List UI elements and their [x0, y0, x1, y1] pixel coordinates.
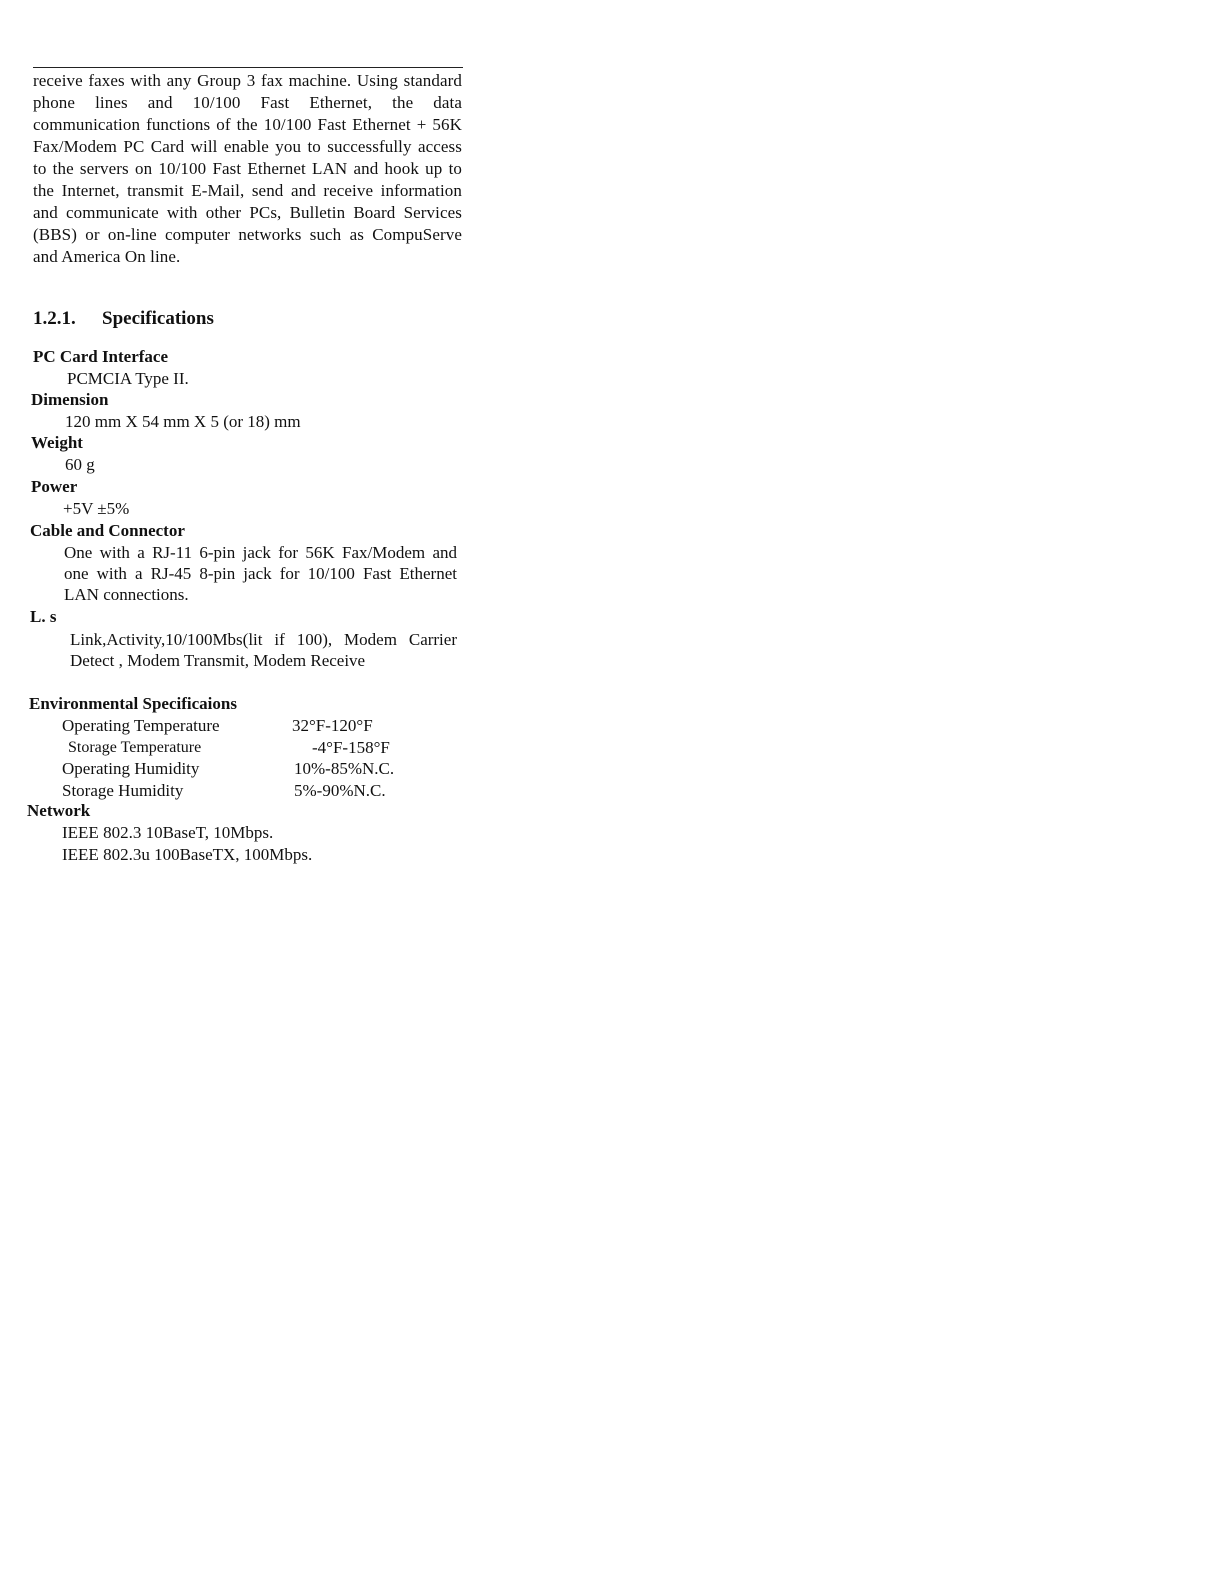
env-row-operating-temperature: [62, 715, 220, 736]
network-item: IEEE 802.3 10BaseT, 10Mbps.: [62, 823, 274, 842]
spec-value-leds: Link,Activity,10/100Mbs(lit if 100), Modem Carrier Detect , Modem Transmit, Modem Receive: [70, 630, 457, 670]
section-heading: [33, 308, 214, 330]
spec-value-weight: 60 g: [65, 455, 95, 474]
section-number: 1.2.1.: [33, 308, 76, 329]
spec-label-environmental: Environmental Specificaions: [29, 694, 237, 713]
spec-label-dimension: Dimension: [31, 390, 109, 409]
spec-value-power: +5V ±5%: [63, 499, 130, 518]
env-row-value: 5%-90%N.C.: [294, 781, 386, 800]
env-row-name: Operating Humidity: [62, 759, 200, 778]
spec-label-cable-connector: Cable and Connector: [30, 521, 185, 540]
section-title: Specifications: [102, 308, 214, 329]
env-row-value: -4°F-158°F: [312, 738, 390, 757]
network-item: IEEE 802.3u 100BaseTX, 100Mbps.: [62, 845, 313, 864]
env-row-storage-humidity: [62, 780, 183, 801]
intro-paragraph: receive faxes with any Group 3 fax machine. Using standard phone lines and 10/100 Fast Ethernet, the data communication functions of the 10/100 Fast Ethernet + 56K Fax/Modem PC Card will enable you to successfully access to the servers on 10/100 Fast Ethernet LAN and hook up to the Internet, transmit E-Mail, send and receive information and communicate with other PCs, Bulletin Board Services (BBS) or on-line computer networks such as CompuServe and America On line.: [33, 71, 462, 266]
spec-label-leds: L. s: [30, 607, 57, 626]
env-row-operating-humidity: [62, 758, 199, 779]
spec-label-network: Network: [27, 801, 91, 820]
env-row-name: Operating Temperature: [62, 716, 220, 735]
env-row-value: 10%-85%N.C.: [294, 759, 395, 778]
env-row-name: Storage Humidity: [62, 781, 184, 800]
spec-label-pc-card-interface: PC Card Interface: [33, 347, 169, 366]
spec-label-weight: Weight: [31, 433, 83, 452]
top-rule: [33, 67, 463, 68]
env-row-name: Storage Temperature: [68, 739, 202, 756]
spec-label-power: Power: [31, 477, 78, 496]
spec-value-dimension: 120 mm X 54 mm X 5 (or 18) mm: [65, 412, 301, 431]
env-row-storage-temperature: [68, 737, 201, 758]
spec-value-pc-card-interface: PCMCIA Type II.: [67, 369, 189, 388]
spec-value-cable-connector: One with a RJ-11 6-pin jack for 56K Fax/Modem and one with a RJ-45 8-pin jack for 10/100 Fast Ethernet LAN connections.: [64, 543, 457, 604]
env-row-value: 32°F-120°F: [292, 716, 373, 735]
